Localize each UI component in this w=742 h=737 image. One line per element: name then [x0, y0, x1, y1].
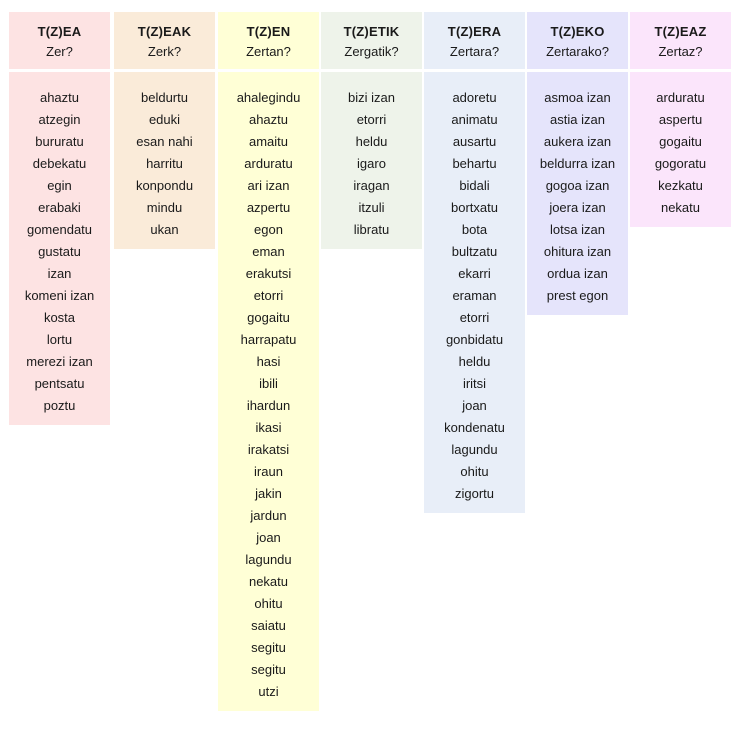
verb-item: gomendatu: [26, 222, 93, 237]
verb-item: amaitu: [248, 134, 289, 149]
verb-item: erabaki: [38, 200, 81, 215]
verb-item: gogoratu: [654, 156, 707, 171]
column-question: Zertarako?: [546, 44, 609, 59]
verb-item: ordua izan: [547, 266, 608, 281]
verb-item: ari izan: [247, 178, 290, 193]
verb-item: ihardun: [246, 398, 291, 413]
verb-item: behartu: [452, 156, 497, 171]
column-title: T(Z)EAZ: [654, 24, 707, 39]
verb-item: joan: [462, 398, 487, 413]
column-verb-list: [527, 72, 628, 315]
verb-item: gogaitu: [247, 310, 290, 325]
verb-item: konpondu: [135, 178, 194, 193]
verb-item: jakin: [255, 486, 282, 501]
verb-item: irakatsi: [247, 442, 290, 457]
verb-item: nekatu: [248, 574, 289, 589]
verb-item: utzi: [258, 684, 279, 699]
verb-item: lotsa izan: [550, 222, 605, 237]
column-verb-list: [321, 72, 422, 249]
verb-item: aspertu: [658, 112, 703, 127]
verb-item: etorri: [356, 112, 387, 127]
verb-item: ikasi: [255, 420, 282, 435]
verb-item: joera izan: [549, 200, 606, 215]
verb-item: eraman: [452, 288, 497, 303]
verb-item: poztu: [43, 398, 76, 413]
column-verb-list: [424, 72, 525, 513]
verb-item: joan: [256, 530, 281, 545]
verb-item: egin: [47, 178, 72, 193]
verb-item: ahaztu: [39, 90, 80, 105]
verb-item: kondenatu: [444, 420, 505, 435]
verb-item: debekatu: [32, 156, 87, 171]
column-title: T(Z)ERA: [447, 24, 502, 39]
verb-item: gogoa izan: [545, 178, 610, 193]
verb-item: iraun: [254, 464, 283, 479]
column-question: Zertaz?: [658, 44, 703, 59]
verb-item: pentsatu: [34, 376, 85, 391]
verb-item: erakutsi: [245, 266, 292, 281]
verb-item: bidali: [459, 178, 490, 193]
verb-item: ohitura izan: [543, 244, 612, 259]
verb-item: gonbidatu: [445, 332, 504, 347]
column-tzeko: [527, 12, 628, 315]
verb-item: arduratu: [244, 156, 293, 171]
verb-item: iragan: [353, 178, 390, 193]
verb-item: mindu: [146, 200, 183, 215]
verb-item: bultzatu: [451, 244, 498, 259]
column-header: [114, 12, 215, 69]
verb-item: atzegin: [38, 112, 81, 127]
verb-item: harrapatu: [240, 332, 297, 347]
verb-item: bota: [461, 222, 488, 237]
verb-item: arduratu: [656, 90, 705, 105]
verb-item: bizi izan: [348, 90, 395, 105]
column-question: Zertara?: [449, 44, 500, 59]
verb-item: asmoa izan: [544, 90, 611, 105]
verb-item: segitu: [251, 640, 286, 655]
verb-item: eduki: [148, 112, 181, 127]
column-tzeaz: [630, 12, 731, 227]
verb-item: ibili: [259, 376, 278, 391]
verb-item: heldu: [355, 134, 388, 149]
verb-item: heldu: [458, 354, 491, 369]
verb-item: bortxatu: [451, 200, 498, 215]
column-title: T(Z)ETIK: [343, 24, 400, 39]
column-title: T(Z)EKO: [550, 24, 605, 39]
column-header: [527, 12, 628, 69]
column-tzetik: [321, 12, 422, 249]
verb-item: ahaztu: [248, 112, 289, 127]
column-verb-list: [218, 72, 319, 711]
verb-item: astia izan: [550, 112, 605, 127]
verb-item: kezkatu: [658, 178, 703, 193]
verb-item: harritu: [146, 156, 183, 171]
column-title: T(Z)EA: [37, 24, 82, 39]
verb-item: etorri: [253, 288, 284, 303]
verb-item: libratu: [353, 222, 390, 237]
column-tzeak: [114, 12, 215, 249]
verb-item: egon: [254, 222, 283, 237]
verb-item: ekarri: [458, 266, 491, 281]
verb-item: nekatu: [660, 200, 701, 215]
verb-item: eman: [252, 244, 285, 259]
verb-item: lagundu: [451, 442, 498, 457]
verb-item: bururatu: [35, 134, 84, 149]
verb-item: izan: [47, 266, 72, 281]
column-header: [9, 12, 110, 69]
column-verb-list: [9, 72, 110, 425]
verb-item: kosta: [43, 310, 76, 325]
verb-item: zigortu: [454, 486, 495, 501]
column-verb-list: [114, 72, 215, 249]
column-title: T(Z)EAK: [137, 24, 192, 39]
verb-item: prest egon: [546, 288, 609, 303]
verb-item: ohitu: [460, 464, 489, 479]
verb-item: esan nahi: [136, 134, 193, 149]
column-tzen: [218, 12, 319, 711]
verb-item: merezi izan: [26, 354, 93, 369]
verb-item: segitu: [251, 662, 286, 677]
column-header: [218, 12, 319, 69]
column-question: Zerk?: [147, 44, 182, 59]
verb-item: itzuli: [358, 200, 385, 215]
verb-item: lortu: [46, 332, 73, 347]
verb-item: aukera izan: [543, 134, 612, 149]
verb-item: etorri: [459, 310, 490, 325]
verb-item: ukan: [150, 222, 179, 237]
column-question: Zertan?: [246, 44, 291, 59]
verb-item: adoretu: [452, 90, 497, 105]
verb-item: igaro: [357, 156, 386, 171]
verb-item: azpertu: [246, 200, 291, 215]
verb-item: saiatu: [251, 618, 286, 633]
verb-item: beldurtu: [141, 90, 188, 105]
column-question: Zergatik?: [344, 44, 399, 59]
verb-item: jardun: [250, 508, 287, 523]
column-tzera: [424, 12, 525, 513]
column-question: Zer?: [46, 44, 73, 59]
verb-item: komeni izan: [24, 288, 95, 303]
verb-item: beldurra izan: [539, 156, 616, 171]
column-title: T(Z)EN: [246, 24, 291, 39]
verb-item: ohitu: [254, 596, 283, 611]
column-header: [630, 12, 731, 69]
verb-item: animatu: [451, 112, 498, 127]
verb-item: iritsi: [462, 376, 487, 391]
verb-item: gustatu: [38, 244, 81, 259]
column-verb-list: [630, 72, 731, 227]
verb-item: gogaitu: [659, 134, 702, 149]
verb-item: lagundu: [245, 552, 292, 567]
column-tzea: [9, 12, 110, 425]
column-header: [424, 12, 525, 69]
verb-item: hasi: [256, 354, 281, 369]
column-header: [321, 12, 422, 69]
verb-item: ausartu: [452, 134, 497, 149]
verb-item: ahalegindu: [236, 90, 301, 105]
